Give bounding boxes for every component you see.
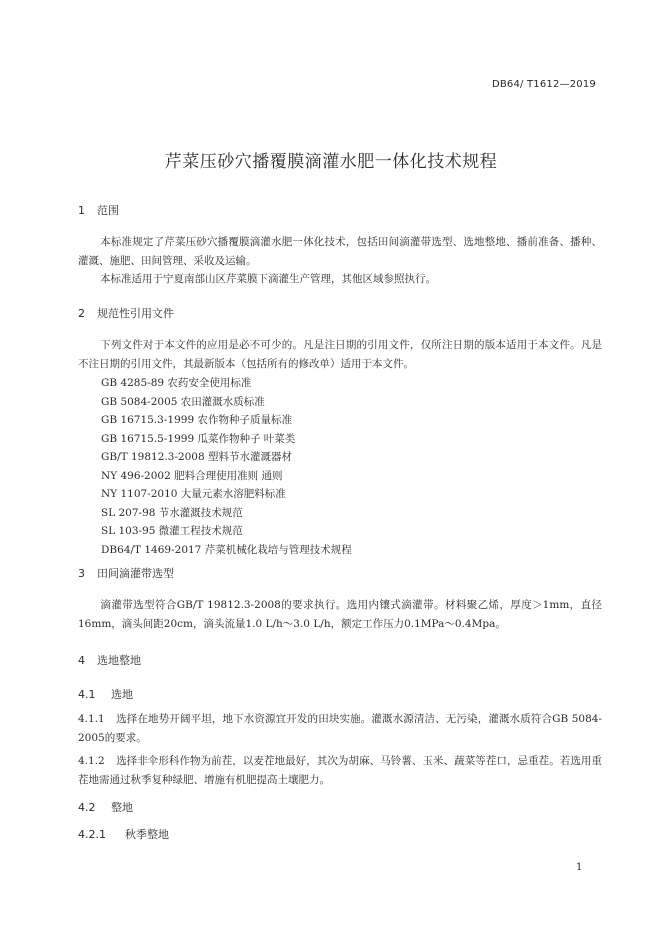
reference-item: GB 16715.3-1999 农作物种子质量标准 bbox=[101, 414, 292, 426]
section-3-heading bbox=[78, 565, 174, 581]
reference-item: SL 207-98 节水灌溉技术规范 bbox=[101, 506, 243, 519]
reference-item: GB/T 19812.3-2008 塑料节水灌溉器材 bbox=[101, 451, 293, 463]
section-title: 选地整地 bbox=[97, 654, 141, 667]
normative-references-list bbox=[101, 374, 352, 559]
subsection-4-1-heading bbox=[78, 686, 133, 702]
document-title: 芹菜压砂穴播覆膜滴灌水肥一体化技术规程 bbox=[164, 152, 498, 172]
reference-item: DB64/T 1469-2017 芹菜机械化栽培与管理技术规程 bbox=[101, 543, 352, 556]
subsection-title: 秋季整地 bbox=[125, 828, 169, 841]
reference-item: NY 496-2002 肥料合理使用准则 通则 bbox=[101, 469, 283, 482]
subsection-title: 整地 bbox=[111, 801, 133, 814]
section-1-paragraph-2: 本标准适用于宁夏南部山区芹菜膜下滴灌生产管理，其他区域参照执行。 bbox=[100, 273, 436, 285]
clause-4-1-2: 4.1.2 选择非伞形科作物为前茬，以麦茬地最好，其次为胡麻、马铃薯、玉米、蔬菜等茬口，忌重茬。若选用重茬地需通过秋季复种绿肥、增施有机肥提高土壤肥力。 bbox=[78, 752, 602, 790]
section-1-paragraph-1: 本标准规定了芹菜压砂穴播覆膜滴灌水肥一体化技术，包括田间滴灌带选型、选地整地、播前准备、播种、灌溉、施肥、田间管理、采收及运输。 bbox=[78, 236, 602, 267]
subsection-number: 4.1 bbox=[78, 688, 96, 701]
subsection-4-2-1-heading bbox=[78, 826, 169, 842]
reference-item: GB 16715.5-1999 瓜菜作物种子 叶菜类 bbox=[101, 432, 296, 445]
section-2-heading bbox=[78, 305, 174, 321]
clause-number: 4.1.1 bbox=[78, 713, 105, 725]
reference-item: GB 4285-89 农药安全使用标准 bbox=[101, 377, 252, 389]
section-title: 规范性引用文件 bbox=[97, 307, 174, 320]
section-4-heading bbox=[78, 652, 141, 668]
page-number: 1 bbox=[576, 862, 583, 873]
section-title: 田间滴灌带选型 bbox=[97, 567, 174, 580]
subsection-number: 4.2 bbox=[78, 801, 96, 814]
section-title: 范围 bbox=[97, 204, 119, 217]
clause-4-1-1: 4.1.1 选择在地势开阔平坦，地下水资源宜开发的田块实施。灌溉水源清洁、无污染，灌溉水质符合GB 5084-2005的要求。 bbox=[78, 710, 602, 748]
section-number: 4 bbox=[78, 654, 85, 667]
subsection-4-2-heading bbox=[78, 799, 133, 815]
subsection-number: 4.2.1 bbox=[78, 828, 106, 841]
reference-item: GB 5084-2005 农田灌溉水质标准 bbox=[101, 395, 265, 408]
standard-number: DB64/ T1612—2019 bbox=[491, 79, 596, 90]
section-number: 3 bbox=[78, 567, 85, 580]
section-2-intro: 下列文件对于本文件的应用是必不可少的。凡是注日期的引用文件，仅所注日期的版本适用于本文件。凡是不注日期的引用文件，其最新版本（包括所有的修改单）适用于本文件。 bbox=[78, 339, 602, 370]
subsection-title: 选地 bbox=[111, 688, 133, 701]
section-number: 1 bbox=[78, 204, 85, 217]
reference-item: NY 1107-2010 大量元素水溶肥料标准 bbox=[101, 488, 286, 500]
section-number: 2 bbox=[78, 307, 85, 320]
section-3-paragraph: 滴灌带选型符合GB/T 19812.3-2008的要求执行。选用内镶式滴灌带。材料聚乙烯，厚度＞1mm，直径16mm，滴头间距20cm，滴头流量1.0 L/h～3.0 L/h，额定工作压力0.1MPa～0.4Mpa。 bbox=[78, 599, 602, 630]
reference-item: SL 103-95 微灌工程技术规范 bbox=[101, 525, 243, 537]
section-1-heading bbox=[78, 202, 119, 218]
clause-number: 4.1.2 bbox=[78, 755, 105, 767]
